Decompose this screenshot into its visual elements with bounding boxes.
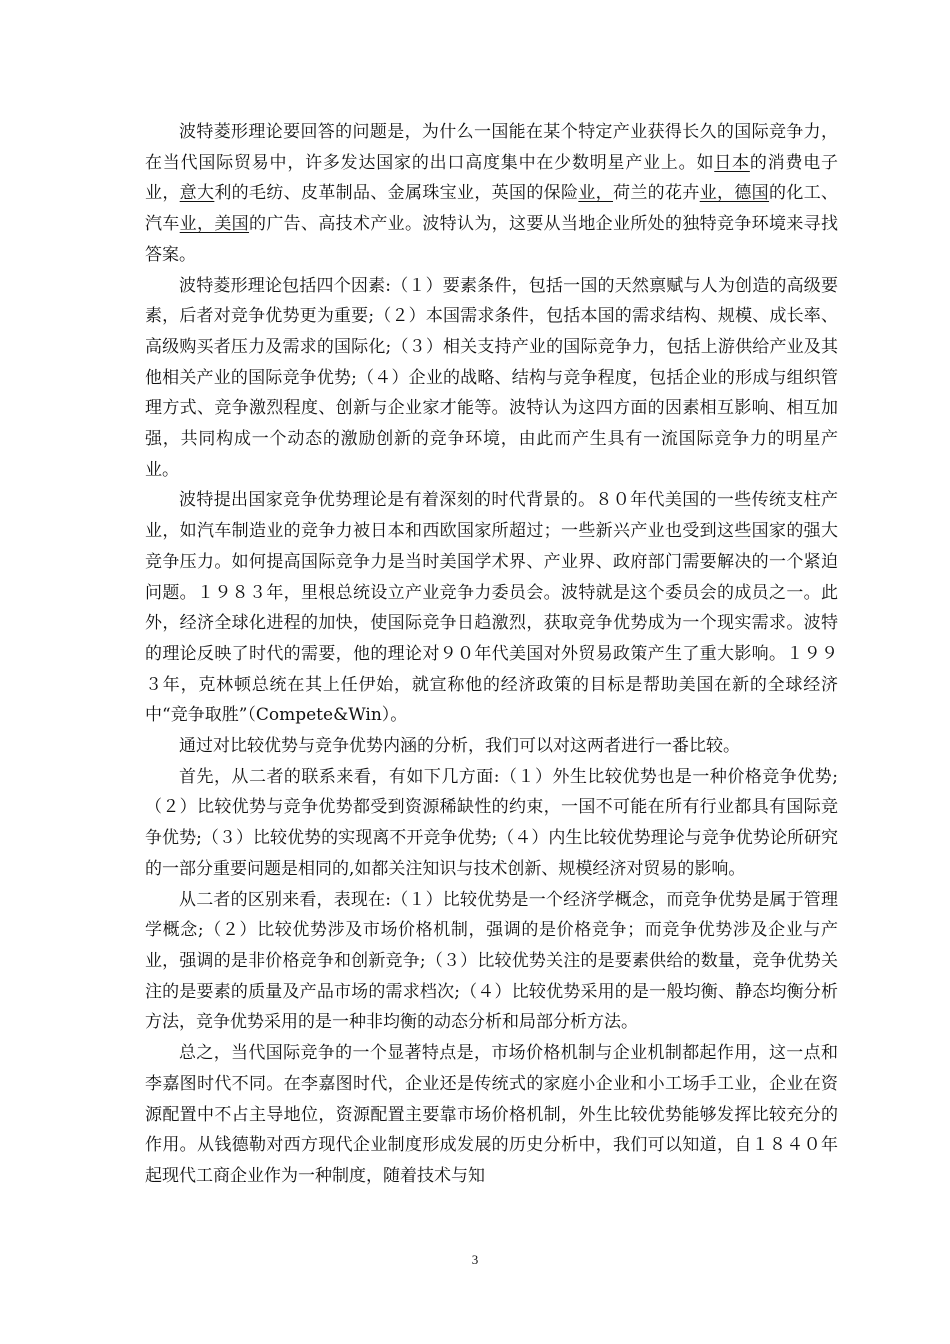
paragraph-comparison-intro: 通过对比较优势与竞争优势内涵的分析，我们可以对这两者进行一番比较。 — [179, 736, 740, 757]
underlined-japan: 日本 — [714, 152, 750, 173]
underlined-usa: 业，美国 — [179, 214, 250, 235]
underlined-italy: 意大 — [179, 183, 215, 204]
paragraph-connections: 首先，从二者的联系来看，有如下几方面:（１）外生比较优势也是一种价格竞争优势;（２）比较优势与竞争优势都受到资源稀缺性的约束，一国不可能在所有行业都具有国际竞争优势;（３）比较优势的实现离不开竞争优势;（４）内生比较优势理论与竞争优势论所研究的一部分重要问题是相同的,如都关注知识与技术创新、规模经济对贸易的影响。 — [145, 766, 838, 879]
paragraph-1-text-2: 的消费电子业， — [145, 152, 839, 204]
paragraph-1-text-4: 荷兰的花卉 — [613, 183, 700, 204]
paragraph-historical-background: 波特提出国家竞争优势理论是有着深刻的时代背景的。８０年代美国的一些传统支柱产业，如汽车制造业的竞争力被日本和西欧国家所超过；一些新兴产业也受到这些国家的强大竞争压力。如何提高国际竞争力是当时美国学术界、产业界、政府部门需要解决的一个紧迫问题。１９８３年，里根总统设立产业竞争力委员会。波特就是这个委员会的成员之一。此外，经济全球化进程的加快，使国际竞争日趋激烈，获取竞争优势成为一个现实需求。波特的理论反映了时代的需要，他的理论对９０年代美国对外贸易政策产生了重大影响。１９９３年，克林顿总统在其上任伊始，就宣称他的经济政策的目标是帮助美国在新的全球经济中“竞争取胜”（Compete&Win）。 — [145, 490, 838, 726]
paragraph-porter-diamond-question — [145, 117, 838, 271]
paragraph-four-factors: 波特菱形理论包括四个因素:（１）要素条件，包括一国的天然禀赋与人为创造的高级要素，后者对竞争优势更为重要;（２）本国需求条件，包括本国的需求结构、规模、成长率、高级购买者压力及需求的国际化;（３）相关支持产业的国际竞争力，包括上游供给产业及其他相关产业的国际竞争优势;（４）企业的战略、结构与竞争程度，包括企业的形成与组织管理方式、竞争激烈程度、创新与企业家才能等。波特认为这四方面的因素相互影响、相互加强，共同构成一个动态的激励创新的竞争环境，由此而产生具有一流国际竞争力的明星产业。 — [145, 275, 838, 480]
body-text — [145, 117, 838, 1192]
paragraph-differences: 从二者的区别来看，表现在:（１）比较优势是一个经济学概念，而竞争优势是属于管理学概念;（２）比较优势涉及市场价格机制，强调的是价格竞争；而竞争优势涉及企业与产业，强调的是非价格竞争和创新竞争;（３）比较优势关注的是要素供给的数量，竞争优势关注的是要素的质量及产品市场的需求档次;（４）比较优势采用的是一般均衡、静态均衡分析方法，竞争优势采用的是一种非均衡的动态分析和局部分析方法。 — [145, 889, 838, 1033]
page-number: 3 — [471, 1252, 479, 1267]
paragraph-1-text-end: 的广告、高技术产业。波特认为，这要从当地企业所处的独特竞争环境来寻找答案。 — [145, 214, 839, 265]
paragraph-1-text-5: 的化工、汽车 — [145, 183, 839, 235]
paragraph-conclusion: 总之，当代国际竞争的一个显著特点是，市场价格机制与企业机制都起作用，这一点和李嘉图时代不同。在李嘉图时代，企业还是传统式的家庭小企业和小工场手工业，企业在资源配置中不占主导地位，资源配置主要靠市场价格机制，外生比较优势能够发挥比较充分的作用。从钱德勒对西方现代企业制度形成发展的历史分析中，我们可以知道，自１８４０年起现代工商企业作为一种制度，随着技术与知 — [145, 1043, 838, 1186]
paragraph-1-text-start: 波特菱形理论要回答的问题是，为什么一国能在某个特定产业获得长久的国际竞争力，在当代国际贸易中，许多发达国家的出口高度集中在少数明星产业上。如 — [145, 122, 838, 173]
underlined-industry-1: 业， — [578, 183, 614, 204]
underlined-germany: 业，德国 — [699, 183, 770, 204]
paragraph-1-text-3: 利的毛纺、皮革制品、金属珠宝业，英国的保险 — [214, 183, 579, 204]
